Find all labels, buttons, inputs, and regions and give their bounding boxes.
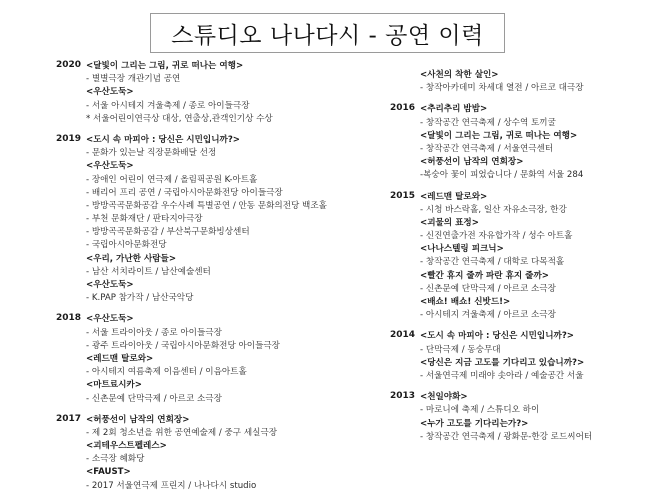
year-block [390,103,660,182]
performance-detail: - 배리어 프리 공연 / 국립아시아문화전당 아이들극장 [86,187,283,198]
entry-list [86,414,386,493]
performance-detail: - 장애인 어린이 연극제 / 올림픽공원 K-아트홀 [86,174,258,185]
production-title: <FAUST> [86,467,131,478]
performance-detail: -복숭아 꽃이 피었습니다 / 문화역 서울 284 [420,170,584,181]
year-block [390,330,660,383]
production-title: <나나스텔링 피크닉> [420,244,504,255]
year-block [56,313,386,405]
performance-detail: * 서울어린이연극상 대상, 연출상,관객인기상 수상 [86,113,273,124]
production-title: <달빛이 그리는 그림, 귀로 떠나는 여행> [86,61,244,71]
production-title: <배쇼! 배쇼! 신밧드!> [420,297,511,307]
performance-detail: - 서울연극제 미래야 솟아라 / 예술공간 서울 [420,370,584,381]
production-title: <괴물의 표정> [420,217,479,228]
production-title: <누가 고도를 기다리는가?> [420,418,529,429]
performance-detail: - 방방곡곡문화공감 / 부산북구문화빙상센터 [86,227,250,238]
year-block [390,391,660,444]
year-block [56,414,386,493]
performance-detail: - 방방곡곡문화공감 우수사례 특별공연 / 안동 문화의전당 백조홀 [86,200,327,211]
page-title-box [150,13,505,53]
performance-detail: - 남산 서치라이트 / 남산예술센터 [86,266,211,277]
performance-detail: - 시청 바스락홀, 일산 자유소극장, 한강 [420,204,567,215]
year-label: 2020 [56,60,82,70]
production-title: <괴테우스트펠레스> [86,441,167,452]
performance-detail: - 아시테지 여름축제 이음센터 / 이음아트홀 [86,367,247,378]
performance-detail: - 단막극제 / 동숭무대 [420,344,501,355]
page-title: 스튜디오 나나다시 - 공연 이력 [171,22,484,49]
performance-detail: - 별별극장 개관기념 공연 [86,74,181,85]
performance-detail: - K.PAP 참가작 / 남산국악당 [86,293,194,304]
production-title: <우산도둑> [86,87,134,98]
entry-list [420,330,660,383]
production-title: <우산도둑> [86,280,134,290]
performance-detail: - 아시테지 겨울축제 / 아르코 소극장 [420,310,556,321]
performance-detail: - 창작공간 연극축제 / 대학로 다목적홀 [420,257,565,268]
performance-detail: - 신진연출가전 자유합가작 / 성수 아트홀 [420,231,573,242]
performance-detail: - 문화가 있는날 직장문화배달 선정 [86,148,217,159]
performance-detail: - 창작공간 연극축제 / 서울연극센터 [420,143,554,154]
history-column-right [390,69,660,444]
performance-detail: - 제 2회 청소년을 위한 공연예술제 / 중구 세실극장 [86,427,278,438]
year-label: 2013 [390,391,416,402]
year-label: 2014 [390,330,416,341]
performance-detail: - 국립아시아문화전당 [86,240,167,251]
entry-list [86,134,386,305]
production-title: <우산도둑> [86,161,134,172]
year-label: 2018 [56,313,82,324]
year-block [390,191,660,323]
entry-list [420,191,660,323]
performance-detail: - 광주 트라이아웃 / 국립아시아문화전당 아이들극장 [86,340,280,351]
year-label: 2019 [56,133,82,144]
performance-detail: - 마로니에 축제 / 스튜디오 하이 [420,405,540,416]
performance-detail: - 2017 서울연극제 프린지 / 나나다시 studio [86,480,257,491]
year-block [390,69,660,95]
production-title: <마트료시카> [86,380,142,391]
production-title: <도시 속 마피아 : 당신은 시민입니까?> [86,134,241,145]
production-title: <당신은 지금 고도를 기다리고 있습니까?> [420,357,585,368]
performance-detail: - 신촌문예 단막극제 / 아르코 소극장 [86,393,222,404]
year-block [56,60,386,126]
performance-detail: - 서울 트라이아웃 / 종로 아이들극장 [86,327,222,338]
performance-detail: - 부천 문화재단 / 판타지아극장 [86,214,203,225]
production-title: <추리추리 밤밤> [420,104,488,115]
production-title: <달빛이 그리는 그림, 귀로 떠나는 여행> [420,130,578,141]
performance-detail: - 창작공간 연극축제 / 상수역 토끼굴 [420,117,556,128]
performance-detail: - 신촌문예 단막극제 / 아르코 소극장 [420,283,556,294]
production-title: <우리, 가난한 사람들> [86,253,177,264]
production-title: <레드맨 탈로와> [420,191,488,202]
performance-detail: - 서울 아시테지 겨울축제 / 종로 아이들극장 [86,100,250,111]
entry-list [420,69,660,95]
entry-list [86,313,386,405]
production-title: <천일야화> [420,392,468,403]
production-title: <허풍선이 남작의 연회장> [86,414,190,425]
year-label: 2017 [56,413,82,424]
performance-detail: - 창작아카데미 차세대 열전 / 아르코 대극장 [420,83,584,94]
production-title: <허풍선이 남작의 연회장> [420,157,524,168]
production-title: <사천의 착한 살인> [420,70,499,80]
production-title: <도시 속 마피아 : 당신은 시민입니까?> [420,331,575,342]
performance-detail: - 창작공간 연극축제 / 광화문-한강 로드씨어터 [420,431,593,442]
year-label: 2015 [390,190,416,201]
performance-detail: - 소극장 혜화당 [86,454,145,465]
production-title: <빨간 휴지 줄까 파란 휴지 줄까> [420,270,549,281]
production-title: <우산도둑> [86,314,134,325]
production-title: <레드맨 탈로와> [86,353,154,364]
year-label: 2016 [390,103,416,114]
entry-list [420,391,660,444]
year-block [56,134,386,305]
entry-list [86,60,386,126]
history-column-left [56,60,386,493]
entry-list [420,103,660,182]
